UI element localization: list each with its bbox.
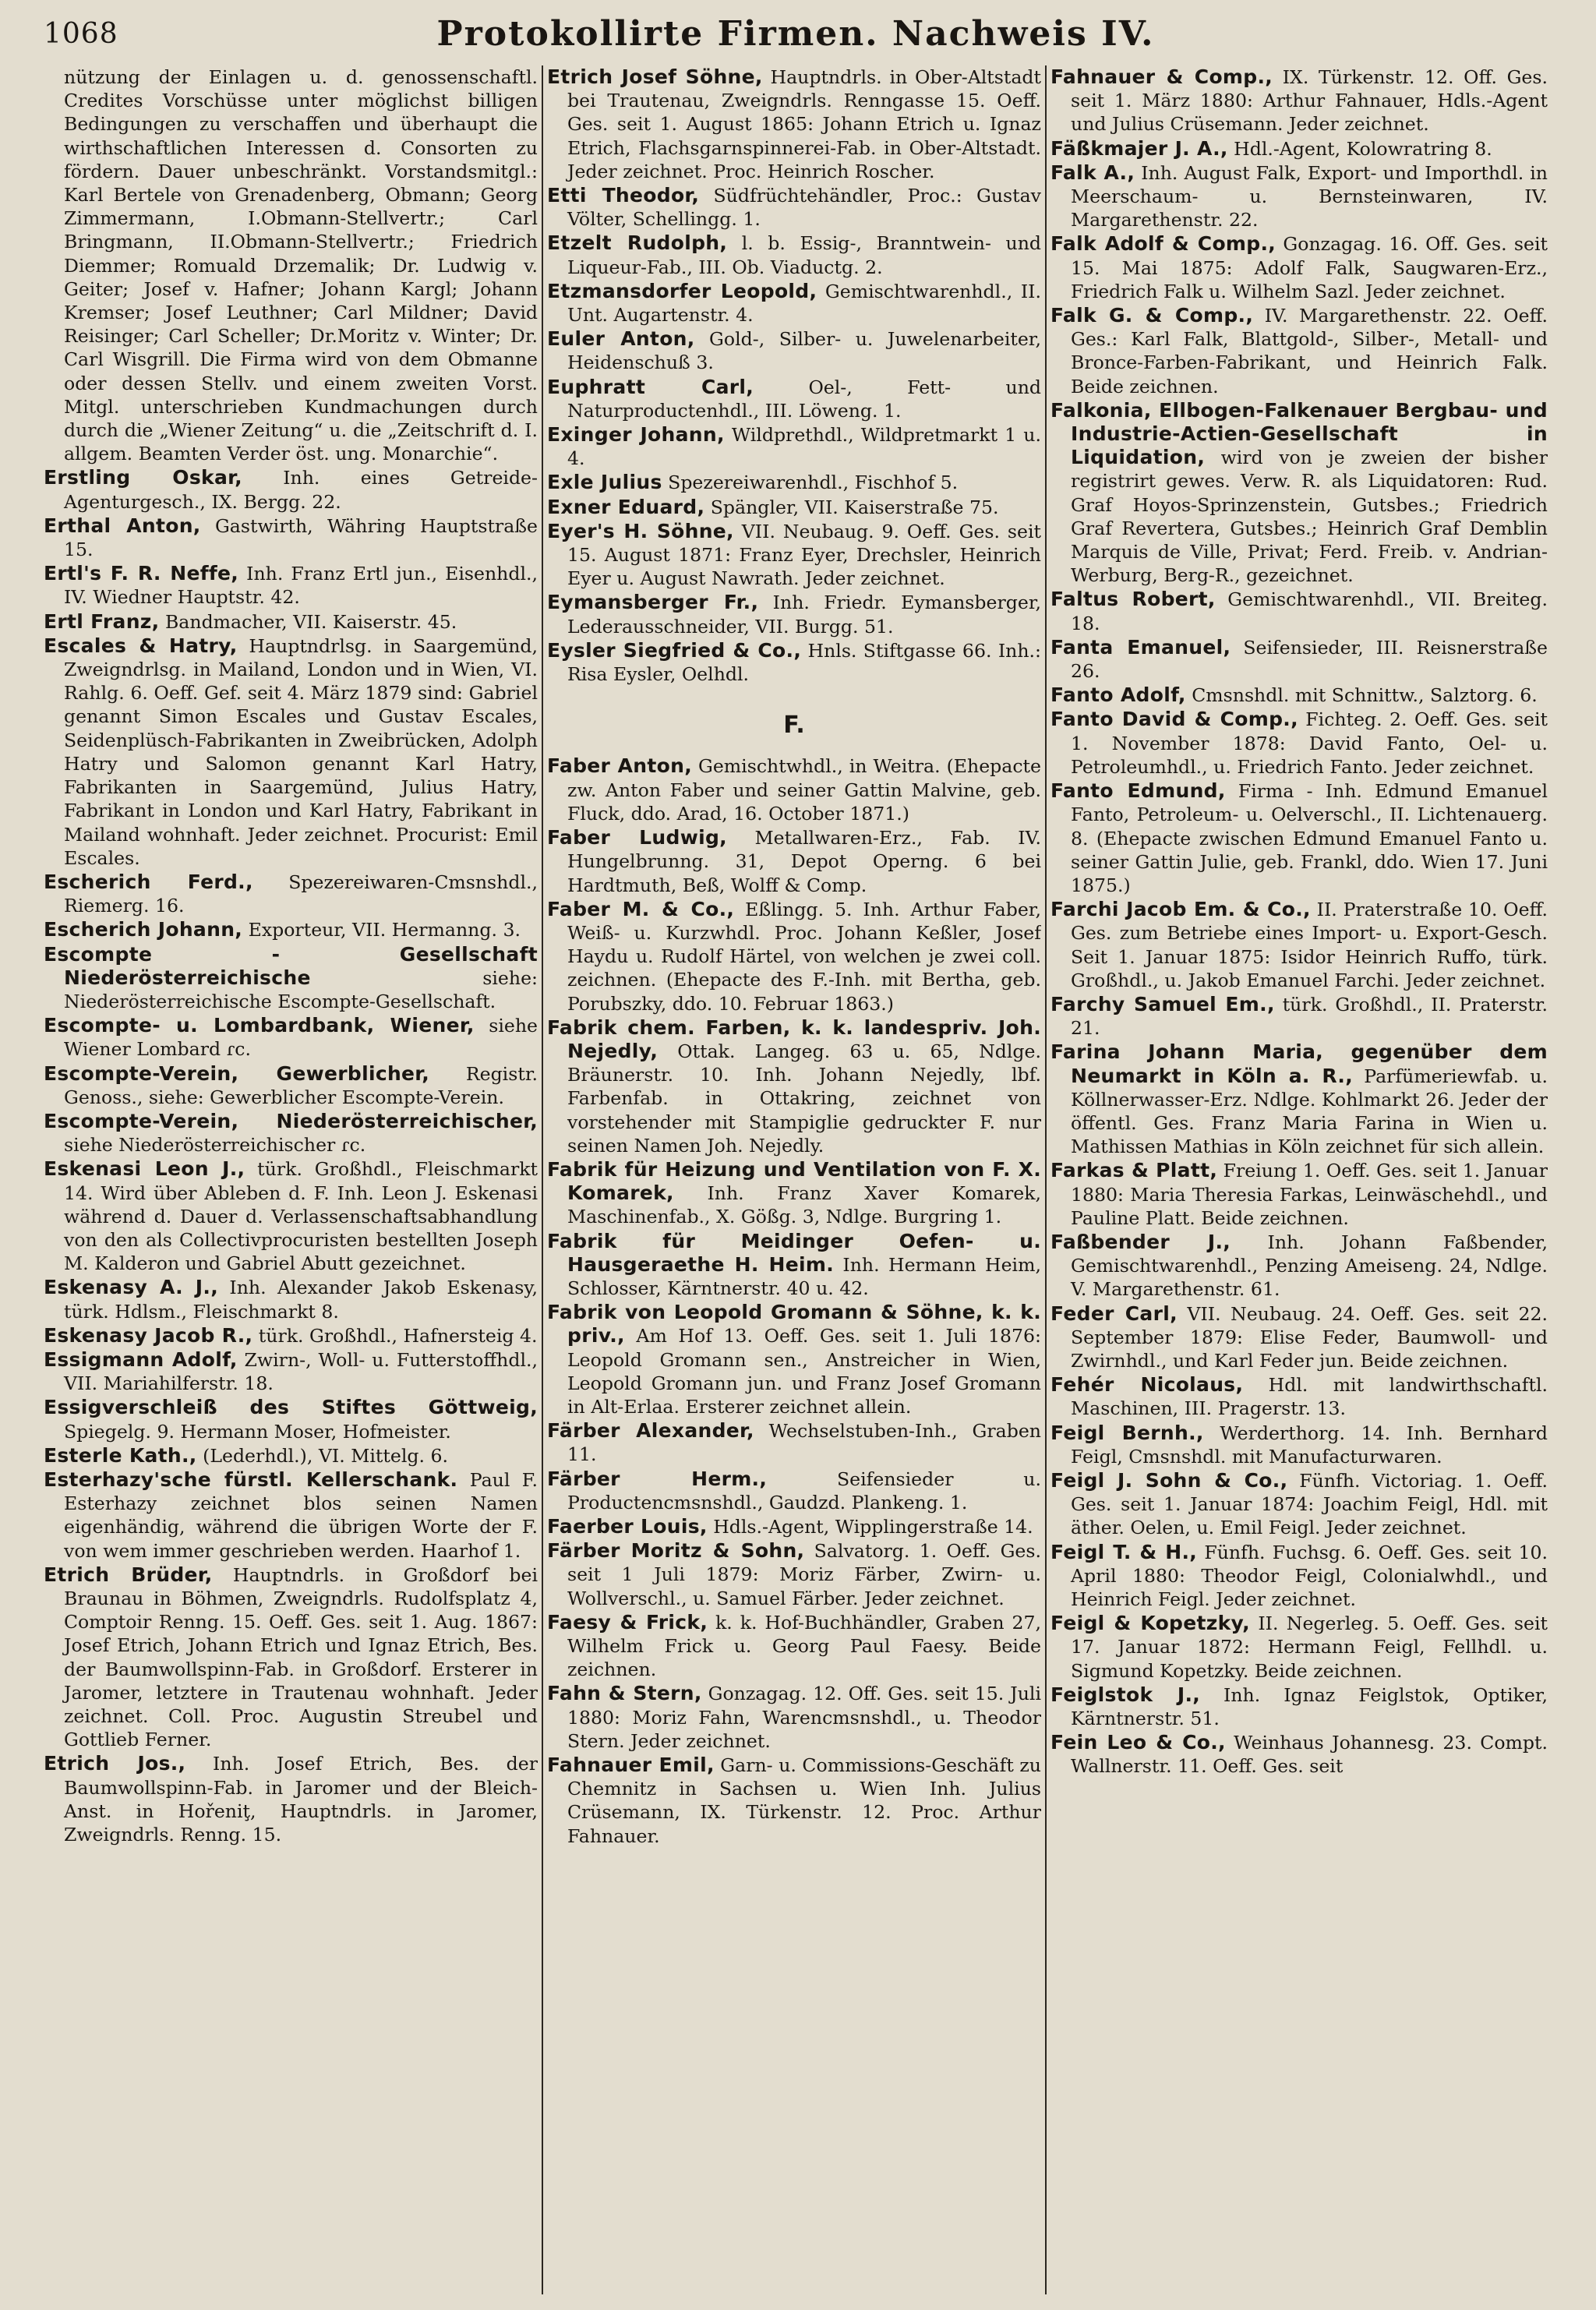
firm-name: Faber Anton, (547, 754, 693, 778)
firm-details: Inh. Friedr. Eymansberger, Lederausschneider, VII. Burgg. 51. (567, 592, 1041, 638)
page-title: Protokollirte Firmen. Nachweis IV. (436, 14, 1155, 54)
firm-name: Feigl Bernh., (1050, 1421, 1204, 1444)
firm-name: Faber M. & Co., (547, 897, 735, 920)
firm-entry (1050, 399, 1548, 588)
firm-name: Feigl T. & H., (1050, 1540, 1198, 1563)
firm-entry (547, 898, 1041, 1015)
firm-name: Escompte- u. Lombardbank, Wiener, (44, 1014, 475, 1037)
entry-continuation: nützung der Einlagen u. d. genossenschaftl. Credites Vorschüsse unter möglichst billigen Bedingungen zu verschaffen und überhaupt die wirthschaftlichen Interessen d. Consorten zu fördern. Dauer unbeschränkt. Vorstandsmitgl.: Karl Bertele von Grenadenberg, Obmann; Georg Zimmermann, I.Obmann-Stellvertr.; Carl Bringmann, II.Obmann-Stellvertr.; Friedrich Diemmer; Romuald Drzemalik; Dr. Ludwig v. Geiter; Josef v. Hafner; Johann Kargl; Johann Kremser; Josef Leuthner; Carl Mildner; David Reisinger; Carl Scheller; Dr.Moritz v. Winter; Dr. Carl Wisgrill. Die Firma wird von dem Obmanne oder dessen Stellv. und einem zweiten Vorst. Mitgl. unterschrieben Kundmachungen durch durch die „Wiener Zeitung“ u. die „Zeitschrift d. I. allgem. Beamten Verder öst. ung. Monarchie“. (64, 66, 538, 465)
firm-entry (1050, 1422, 1548, 1468)
firm-entry (44, 1276, 538, 1323)
firm-name: Fäßkmajer J. A., (1050, 136, 1228, 160)
firm-entry (1050, 65, 1548, 136)
firm-name: Feiglstok J., (1050, 1683, 1201, 1706)
firm-entry (1050, 636, 1548, 683)
firm-entry (1050, 1231, 1548, 1302)
firm-details: türk. Großhdl., II. Praterstr. 21. (1071, 993, 1548, 1040)
firm-details: Weinhaus Johannesg. 23. Compt. Wallnerstr. 11. Oeff. Ges. seit (1071, 1732, 1548, 1778)
firm-details: Seifensieder u. Productencmsnshdl., Gaudzd. Plankeng. 1. (567, 1468, 1041, 1514)
firm-name: Exner Eduard, (547, 495, 705, 518)
firm-entry (547, 1016, 1041, 1157)
firm-entry (44, 943, 538, 1014)
firm-name: Fehér Nicolaus, (1050, 1373, 1244, 1397)
firm-details: k. k. Hof-Buchhändler, Graben 27, Wilhelm Frick u. Georg Paul Faesy. Beide zeichnen. (567, 1611, 1041, 1681)
firm-name: Faßbender J., (1050, 1230, 1231, 1253)
firm-name: Fabrik für Meidinger Oefen- u. Hausgeraethe H. Heim. (547, 1229, 1041, 1276)
firm-details: siehe Wiener Lombard ɾc. (64, 1015, 538, 1061)
firm-details: Fünfh. Victoriag. 1. Oeff. Ges. seit 1. Januar 1874: Joachim Feigl, Hdl. mit äther. Oelen, u. Emil Feigl. Jeder zeichnet. (1071, 1469, 1548, 1539)
firm-name: Fein Leo & Co., (1050, 1731, 1226, 1754)
firm-name: Etrich Jos., (44, 1752, 186, 1775)
firm-name: Escales & Hatry, (44, 634, 238, 657)
firm-name: Escompte - Gesellschaft Niederösterreichische (44, 942, 538, 989)
firm-entry (547, 1682, 1041, 1753)
firm-details: Spiegelg. 9. Hermann Moser, Hofmeister. (64, 1420, 451, 1443)
column-3 (1050, 65, 1548, 2294)
firm-entry (547, 1158, 1041, 1229)
column-divider (1045, 65, 1047, 2294)
firm-entry (1050, 1302, 1548, 1373)
firm-details: Inh. Ignaz Feiglstok, Optiker, Kärntnerstr. 51. (1071, 1683, 1548, 1730)
firm-details: Salvatorg. 1. Oeff. Ges. seit 1 Juli 1879: Moriz Färber, Zwirn- u. Wollverschl., u. Samuel Färber. Jeder zeichnet. (567, 1540, 1041, 1609)
firm-details: IX. Türkenstr. 12. Off. Ges. seit 1. März 1880: Arthur Fahnauer, Hdls.-Agent und Julius Crüsemann. Jeder zeichnet. (1071, 66, 1548, 136)
firm-entry (547, 423, 1041, 470)
firm-entry (44, 466, 538, 513)
firm-details: Gemischtwhdl., in Weitra. (Ehepacte zw. Anton Faber und seiner Gattin Malvine, geb. Fluck, ddo. Arad, 16. October 1871.) (567, 755, 1041, 825)
firm-details: Hdl. mit landwirthschaftl. Maschinen, III. Pragerstr. 13. (1071, 1374, 1548, 1420)
firm-entry (547, 1468, 1041, 1514)
firm-entry (1050, 232, 1548, 303)
firm-name: Fabrik von Leopold Gromann & Söhne, k. k. priv., (547, 1301, 1041, 1348)
firm-entry (44, 1563, 538, 1752)
section-heading: F. (783, 712, 805, 740)
firm-details: Gastwirth, Währing Hauptstraße 15. (64, 514, 538, 561)
firm-details: Spezereiwarenhdl., Fischhof 5. (662, 472, 959, 494)
firm-details: Registr. Genoss., siehe: Gewerblicher Escompte-Verein. (64, 1062, 538, 1108)
firm-details: Exporteur, VII. Hermanng. 3. (242, 919, 521, 941)
firm-entry (1050, 993, 1548, 1040)
firm-entry (547, 1611, 1041, 1682)
columns (44, 65, 1548, 2294)
firm-name: Eyer's H. Söhne, (547, 519, 734, 542)
firm-entry (1050, 1683, 1548, 1730)
firm-details: Bandmacher, VII. Kaiserstr. 45. (159, 610, 457, 633)
firm-name: Etti Theodor, (547, 184, 700, 207)
firm-entry (44, 1444, 538, 1468)
column-1 (44, 65, 538, 2294)
firm-details: Freiung 1. Oeff. Ges. seit 1. Januar 1880: Maria Theresia Farkas, Leinwäschehdl., und Pauline Platt. Beide zeichnen. (1071, 1160, 1548, 1229)
firm-entry (44, 562, 538, 609)
firm-entry (1050, 1612, 1548, 1683)
firm-details: Metallwaren-Erz., Fab. IV. Hungelbrunng. 31, Depot Operng. 6 bei Hardtmuth, Beß, Wolff & Comp. (567, 827, 1041, 896)
firm-name: Escompte-Verein, Niederösterreichischer, (44, 1109, 538, 1132)
firm-details: Zwirn-, Woll- u. Futterstoffhdl., VII. Mariahilferstr. 18. (64, 1348, 538, 1395)
firm-entry (44, 634, 538, 870)
firm-details: Inh. August Falk, Export- und Importhdl. in Meerschaum- u. Bernsteinwaren, IV. Margarethenstr. 22. (1071, 161, 1548, 231)
firm-name: Falkonia, Ellbogen-Falkenauer Bergbau- und Industrie-Actien-Gesellschaft in Liquidation, (1050, 398, 1548, 469)
firm-name: Eskenasi Leon J., (44, 1157, 245, 1181)
firm-name: Fahnauer & Comp., (1050, 65, 1273, 88)
firm-name: Euler Anton, (547, 327, 695, 351)
firm-details: Gonzagag. 12. Off. Ges. seit 15. Juli 1880: Moriz Fahn, Warencmsnshdl., u. Theodor Stern. Jeder zeichnet. (567, 1683, 1041, 1752)
firm-name: Farina Johann Maria, gegenüber dem Neumarkt in Köln a. R., (1050, 1040, 1548, 1087)
firm-name: Eymansberger Fr., (547, 591, 759, 614)
firm-entry (1050, 898, 1548, 992)
firm-name: Escherich Ferd., (44, 870, 253, 893)
firm-details: Gemischtwarenhdl., II. Unt. Augartenstr. 4. (567, 280, 1041, 327)
firm-entry (1050, 304, 1548, 398)
firm-name: Ertl Franz, (44, 609, 160, 633)
column-2 (547, 65, 1041, 2294)
firm-details: Eßlingg. 5. Inh. Arthur Faber, Weiß- u. Kurzwhdl. Proc. Johann Keßler, Josef Haydu u. Rudolf Härtel, von welchen je zwei coll. zeichnen. (Ehepacte des F.-Inh. mit Bertha, geb. Porubszky, ddo. 10. Februar 1863.) (567, 898, 1041, 1015)
firm-name: Falk G. & Comp., (1050, 304, 1254, 327)
firm-name: Escherich Johann, (44, 918, 243, 941)
firm-details: II. Negerleg. 5. Oeff. Ges. seit 17. Januar 1872: Hermann Feigl, Fellhdl. u. Sigmund Kopetzky. Beide zeichnen. (1071, 1612, 1548, 1682)
firm-name: Fabrik chem. Farben, k. k. landespriv. Joh. Nejedly, (547, 1015, 1041, 1062)
firm-entry (44, 1348, 538, 1395)
firm-entry (547, 65, 1041, 183)
firm-details: Inh. Johann Faßbender, Gemischtwarenhdl., Penzing Ameiseng. 24, Ndlge. V. Margarethenstr. 61. (1071, 1231, 1548, 1301)
firm-details: türk. Großhdl., Hafnersteig 4. (252, 1324, 538, 1347)
firm-entry (44, 1324, 538, 1348)
firm-entry (44, 1014, 538, 1061)
firm-entry (1050, 1159, 1548, 1230)
firm-entry (547, 327, 1041, 374)
firm-entry (547, 1754, 1041, 1848)
firm-entry (547, 496, 1041, 519)
firm-entry (44, 871, 538, 917)
firm-name: Etrich Brüder, (44, 1563, 213, 1586)
firm-details: l. b. Essig-, Branntwein- und Liqueur-Fab., III. Ob. Viaductg. 2. (567, 232, 1041, 278)
firm-name: Ertl's F. R. Neffe, (44, 562, 239, 585)
firm-name: Esterle Kath., (44, 1443, 197, 1467)
firm-name: Exle Julius (547, 471, 662, 494)
firm-details: Fichteg. 2. Oeff. Ges. seit 1. November 1878: David Fanto, Oel- u. Petroleumhdl., u. Friedrich Fanto. Jeder zeichnet. (1071, 708, 1548, 778)
firm-details: Hdl.-Agent, Kolowratring 8. (1227, 137, 1492, 160)
firm-details: siehe Niederösterreichischer ɾc. (64, 1134, 366, 1157)
firm-details: Inh. Franz Ertl jun., Eisenhdl., IV. Wiedner Hauptstr. 42. (64, 563, 538, 609)
firm-details: Hdls.-Agent, Wipplingerstraße 14. (707, 1515, 1033, 1538)
firm-name: Eskenasy Jacob R., (44, 1323, 253, 1347)
firm-name: Fanta Emanuel, (1050, 635, 1231, 659)
firm-name: Feder Carl, (1050, 1302, 1178, 1325)
firm-entry (44, 610, 538, 634)
firm-entry (547, 754, 1041, 825)
firm-name: Färber Herm., (547, 1467, 768, 1490)
firm-entry (1050, 1731, 1548, 1778)
firm-entry (44, 1062, 538, 1109)
firm-details: Garn- u. Commissions-Geschäft zu Chemnitz in Sachsen u. Wien Inh. Julius Crüsemann, IX. Türkenstr. 12. Proc. Arthur Fahnauer. (567, 1754, 1041, 1847)
firm-details: Ottak. Langeg. 63 u. 65, Ndlge. Bräunerstr. 10. Inh. Johann Nejedly, lbf. Farbenfab. in Ottakring, zeichnet von vorstehender mit Stampiglie gedruckter F. nur seinen Namen Joh. Nejedly. (567, 1040, 1041, 1157)
firm-entry (1050, 161, 1548, 232)
firm-name: Farkas & Platt, (1050, 1159, 1218, 1182)
firm-entry (1050, 708, 1548, 779)
firm-entry (1050, 1373, 1548, 1420)
firm-entry (547, 471, 1041, 494)
firm-entry (547, 376, 1041, 422)
firm-name: Esterhazy'sche fürstl. Kellerschank. (44, 1468, 458, 1491)
firm-details: Werderthorg. 14. Inh. Bernhard Feigl, Cmsnshdl. mit Manufacturwaren. (1071, 1422, 1548, 1468)
firm-details: IV. Margarethenstr. 22. Oeff. Ges.: Karl Falk, Blattgold-, Silber-, Metall- und Bronce-Farben-Fabrikant, und Heinrich Falk. Beide zeichnen. (1071, 305, 1548, 397)
firm-details: Gemischtwarenhdl., VII. Breiteg. 18. (1071, 588, 1548, 634)
firm-entry (547, 639, 1041, 686)
firm-details: Wildprethdl., Wildpretmarkt 1 u. 4. (567, 424, 1041, 470)
firm-entry (547, 1419, 1041, 1466)
firm-name: Etzmansdorfer Leopold, (547, 279, 817, 302)
firm-name: Fahnauer Emil, (547, 1754, 715, 1777)
firm-name: Faber Ludwig, (547, 826, 727, 849)
page-header (44, 14, 1548, 61)
firm-name: Falk Adolf & Comp., (1050, 232, 1276, 256)
firm-name: Fanto David & Comp., (1050, 708, 1298, 731)
firm-details: Paul F. Esterhazy zeichnet blos seinen Namen eigenhändig, während die übrigen Worte der F. von wem immer geschrieben werden. Haarhof 1. (64, 1468, 538, 1562)
firm-details: Inh. Alexander Jakob Eskenasy, türk. Hdlsm., Fleischmarkt 8. (64, 1277, 538, 1323)
firm-name: Faerber Louis, (547, 1514, 708, 1538)
firm-name: Etrich Josef Söhne, (547, 65, 763, 88)
firm-name: Fanto Edmund, (1050, 779, 1226, 803)
firm-details: Hnls. Stiftgasse 66. Inh.: Risa Eysler, Oelhdl. (567, 639, 1041, 686)
firm-entry (547, 591, 1041, 638)
firm-details: Inh. Josef Etrich, Bes. der Baumwollspinn-Fab. in Jaromer und der Bleich-Anst. in Hořeniţ, Hauptndrls. in Jaromer, Zweigndrls. Renng. 15. (64, 1753, 538, 1846)
firm-name: Färber Moritz & Sohn, (547, 1539, 805, 1563)
page-number: 1068 (44, 18, 118, 50)
firm-name: Feigl J. Sohn & Co., (1050, 1468, 1288, 1492)
firm-details: Cmsnshdl. mit Schnittw., Salztorg. 6. (1185, 684, 1538, 707)
firm-name: Essigverschleiß des Stiftes Göttweig, (44, 1396, 538, 1419)
firm-entry (547, 520, 1041, 591)
firm-name: Farchi Jacob Em. & Co., (1050, 898, 1311, 921)
firm-entry (44, 918, 538, 941)
firm-details: Fünfh. Fuchsg. 6. Oeff. Ges. seit 10. April 1880: Theodor Feigl, Colonialwhdl., und Heinrich Feigl. Jeder zeichnet. (1071, 1541, 1548, 1610)
firm-details: Hauptndrls. in Ober-Altstadt bei Trautenau, Zweigndrls. Renngasse 15. Oeff. Ges. seit 1. August 1865: Johann Etrich u. Ignaz Etrich, Flachsgarnspinnerei-Fab. in Ober-Altstadt. Jeder zeichnet. Proc. Heinrich Roscher. (567, 66, 1041, 182)
firm-details: Südfrüchtehändler, Proc.: Gustav Völter, Schellingg. 1. (567, 185, 1041, 231)
firm-entry (1050, 1469, 1548, 1540)
firm-name: Eskenasy A. J., (44, 1276, 218, 1299)
firm-details: VII. Neubaug. 24. Oeff. Ges. seit 22. September 1879: Elise Feder, Baumwoll- und Zwirnhdl., und Karl Feder jun. Beide zeichnen. (1071, 1302, 1548, 1372)
firm-entry (44, 1396, 538, 1443)
firm-entry (547, 1301, 1041, 1418)
firm-name: Erstling Oskar, (44, 466, 242, 489)
firm-name: Falk A., (1050, 161, 1135, 184)
firm-details: Firma - Inh. Edmund Emanuel Fanto, Petroleum- u. Oelverschl., II. Lichtenauerg. 8. (Ehepacte zwischen Edmund Emanuel Fanto u. seiner Gattin Julie, geb. Frankl, ddo. Wien 17. Juni 1875.) (1071, 780, 1548, 896)
firm-details: Gold-, Silber- u. Juwelenarbeiter, Heidenschuß 3. (567, 328, 1041, 374)
firm-entry (1050, 588, 1548, 634)
firm-details: wird von je zweien der bisher registrirt gewes. Verw. R. als Liquidatoren: Rud. Graf Hoyos-Sprinzenstein, Gutsbes.; Friedrich Graf Revertera, Gutsbes.; Heinrich Graf Demblin Marquis de Ville, Privat; Ferd. Freib. v. Andrian-Werburg, Berg-R., gezeichnet. (1071, 447, 1548, 587)
firm-entry (547, 231, 1041, 278)
firm-details: Spängler, VII. Kaiserstraße 75. (704, 496, 999, 518)
firm-name: Exinger Johann, (547, 423, 725, 447)
firm-entry (44, 1468, 538, 1563)
firm-name: Faltus Robert, (1050, 588, 1216, 611)
firm-details: Parfümeriewfab. u. Köllnerwasser-Erz. Ndlge. Kohlmarkt 26. Jeder der öffentl. Ges. Franz Maria Farina in Wien u. Mathissen Mathias in Köln zeichnet für sich allein. (1071, 1065, 1548, 1158)
firm-entry (1050, 1040, 1548, 1158)
firm-details: türk. Großhdl., Fleischmarkt 14. Wird über Ableben d. F. Inh. Leon J. Eskenasi während d. Dauer d. Verlassenschaftsabhandlung von den als Collectivprocuristen bestellten Joseph M. Kalderon und Gabriel Abutt gezeichnet. (64, 1158, 538, 1275)
firm-details: siehe: Niederösterreichische Escompte-Gesellschaft. (64, 966, 538, 1012)
firm-name: Faesy & Frick, (547, 1610, 708, 1634)
firm-entry (547, 826, 1041, 897)
firm-details: Am Hof 13. Oeff. Ges. seit 1. Juli 1876: Leopold Gromann sen., Anstreicher in Wien, Leopold Gromann jun. und Franz Josef Gromann in Alt-Erlaa. Ersterer zeichnet allein. (567, 1325, 1041, 1418)
firm-entry (1050, 137, 1548, 161)
firm-name: Eysler Siegfried & Co., (547, 638, 802, 662)
firm-details: VII. Neubaug. 9. Oeff. Ges. seit 15. August 1871: Franz Eyer, Drechsler, Heinrich Eyer u. August Nawrath. Jeder zeichnet. (567, 520, 1041, 590)
firm-name: Escompte-Verein, Gewerblicher, (44, 1061, 430, 1085)
firm-details: Hauptndrlsg. in Saargemünd, Zweigndrlsg. in Mailand, London und in Wien, VI. Rahlg. 6. Oeff. Gef. seit 4. März 1879 sind: Gabriel genannt Simon Escales und Gustav Escales, Seidenplüsch-Fabrikanten in Zweibrücken, Adolph Hatry und Salomon genannt Karl Hatry, Fabrikanten in Saargemünd, Julius Hatry, Fabrikant in London und Karl Hatry, Fabrikant in Mailand wohnhaft. Jeder zeichnet. Procurist: Emil Escales. (64, 634, 538, 869)
firm-name: Feigl & Kopetzky, (1050, 1612, 1250, 1635)
firm-name: Farchy Samuel Em., (1050, 992, 1275, 1015)
firm-entry (547, 184, 1041, 231)
firm-details: Inh. Hermann Heim, Schlosser, Kärntnerstr. 40 u. 42. (567, 1253, 1041, 1299)
firm-details: Seifensieder, III. Reisnerstraße 26. (1071, 636, 1548, 683)
firm-name: Fahn & Stern, (547, 1682, 702, 1705)
firm-name: Fabrik für Heizung und Ventilation von F. X. Komarek, (547, 1157, 1041, 1205)
firm-entry (1050, 779, 1548, 897)
firm-details: Oel-, Fett- und Naturproductenhdl., III. Löweng. 1. (567, 376, 1041, 422)
firm-entry (44, 1752, 538, 1846)
firm-entry (44, 514, 538, 561)
firm-entry (44, 1110, 538, 1157)
firm-name: Essigmann Adolf, (44, 1348, 238, 1371)
firm-details: (Lederhdl.), VI. Mittelg. 6. (196, 1444, 448, 1467)
firm-name: Erthal Anton, (44, 514, 201, 537)
firm-details: Inh. Franz Xaver Komarek, Maschinenfab., X. Gößg. 3, Ndlge. Burgring 1. (567, 1182, 1041, 1228)
firm-details: Inh. eines Getreide-Agenturgesch., IX. Bergg. 22. (64, 467, 538, 513)
firm-details: II. Praterstraße 10. Oeff. Ges. zum Betriebe eines Import- u. Export-Gesch. Seit 1. Januar 1875: Isidor Heinrich Ruffo, türk. Großhdl., u. Jakob Emanuel Farchi. Jeder zeichnet. (1071, 899, 1548, 991)
firm-entry (1050, 1541, 1548, 1612)
firm-entry (547, 280, 1041, 327)
firm-details: Spezereiwaren-Cmsnshdl., Riemerg. 16. (64, 871, 538, 917)
firm-details: Wechselstuben-Inh., Graben 11. (567, 1420, 1041, 1466)
firm-entry (547, 1515, 1041, 1538)
firm-name: Euphratt Carl, (547, 375, 754, 398)
firm-details: Gonzagag. 16. Off. Ges. seit 15. Mai 1875: Adolf Falk, Saugwaren-Erz., Friedrich Falk u. Wilhelm Sazl. Jeder zeichnet. (1071, 233, 1548, 302)
firm-details: Hauptndrls. in Großdorf bei Braunau in Böhmen, Zweigndrls. Rudolfsplatz 4, Comptoir Renng. 15. Oeff. Ges. seit 1. Aug. 1867: Josef Etrich, Johann Etrich und Ignaz Etrich, Bes. der Baumwollspinn-Fab. in Großdorf. Ersterer in Jaromer, letztere in Trautenau wohnhaft. Jeder zeichnet. Coll. Proc. Augustin Streubel und Gottlieb Ferner. (64, 1563, 538, 1751)
firm-entry (1050, 683, 1548, 707)
firm-name: Färber Alexander, (547, 1419, 754, 1443)
firm-entry (44, 1157, 538, 1275)
firm-name: Fanto Adolf, (1050, 683, 1186, 707)
firm-entry (547, 1230, 1041, 1301)
firm-name: Etzelt Rudolph, (547, 231, 728, 255)
firm-entry (547, 1539, 1041, 1610)
column-divider (542, 65, 543, 2294)
